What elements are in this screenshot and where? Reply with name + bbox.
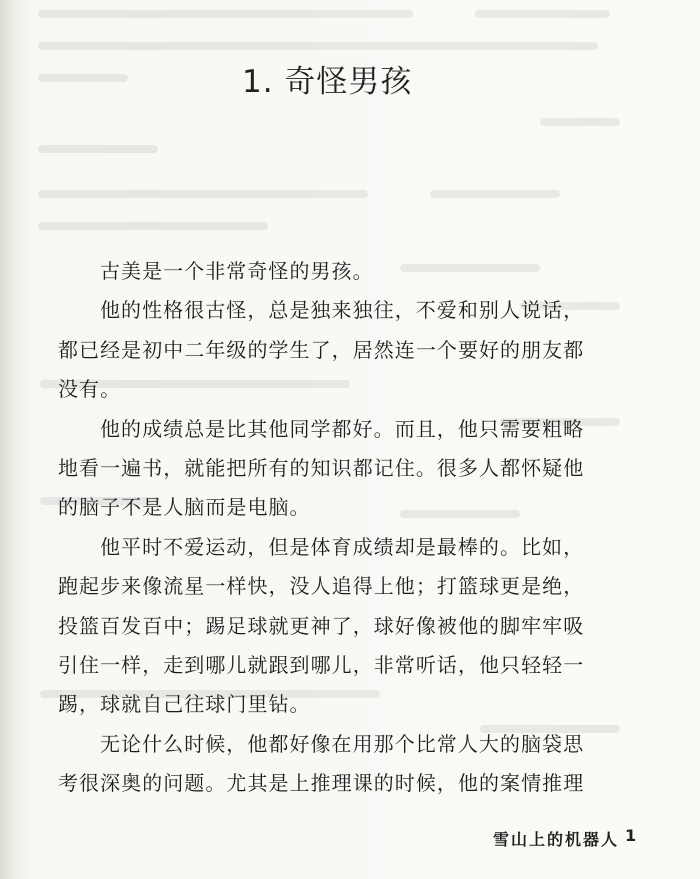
text-line: 考很深奥的问题。尤其是上推理课的时候，他的案情推理 [58,771,585,796]
text-line: 他的成绩总是比其他同学都好。而且，他只需要粗略 [100,416,585,441]
text-line: 投篮百发百中；踢足球就更神了，球好像被他的脚牢牢吸 [58,613,585,638]
text-line: 跑起步来像流星一样快，没人追得上他；打篮球更是绝， [58,574,585,599]
text-line: 的脑子不是人脑而是电脑。 [58,495,311,520]
chapter-body-text [58,252,618,803]
text-line: 引住一样，走到哪儿就跟到哪儿，非常听话，他只轻轻一 [58,652,585,677]
text-line: 踢，球就自己往球门里钻。 [58,692,311,717]
text-line: 他平时不爱运动，但是体育成绩却是最棒的。比如， [100,534,585,559]
text-line: 他的性格很古怪，总是独来独往，不爱和别人说话， [100,298,585,323]
text-line: 都已经是初中二年级的学生了，居然连一个要好的朋友都 [58,337,585,362]
text-line: 古美是一个非常奇怪的男孩。 [100,259,374,283]
text-line: 没有。 [58,377,122,402]
text-line: 无论什么时候，他都好像在用那个比常人大的脑袋思 [100,731,585,756]
page-number: 1 [625,826,637,845]
book-title-footer: 雪山上的机器人 [493,830,620,849]
text-line: 地看一遍书，就能把所有的知识都记住。很多人都怀疑他 [58,455,585,480]
chapter-title: 1. 奇怪男孩 [242,64,413,100]
